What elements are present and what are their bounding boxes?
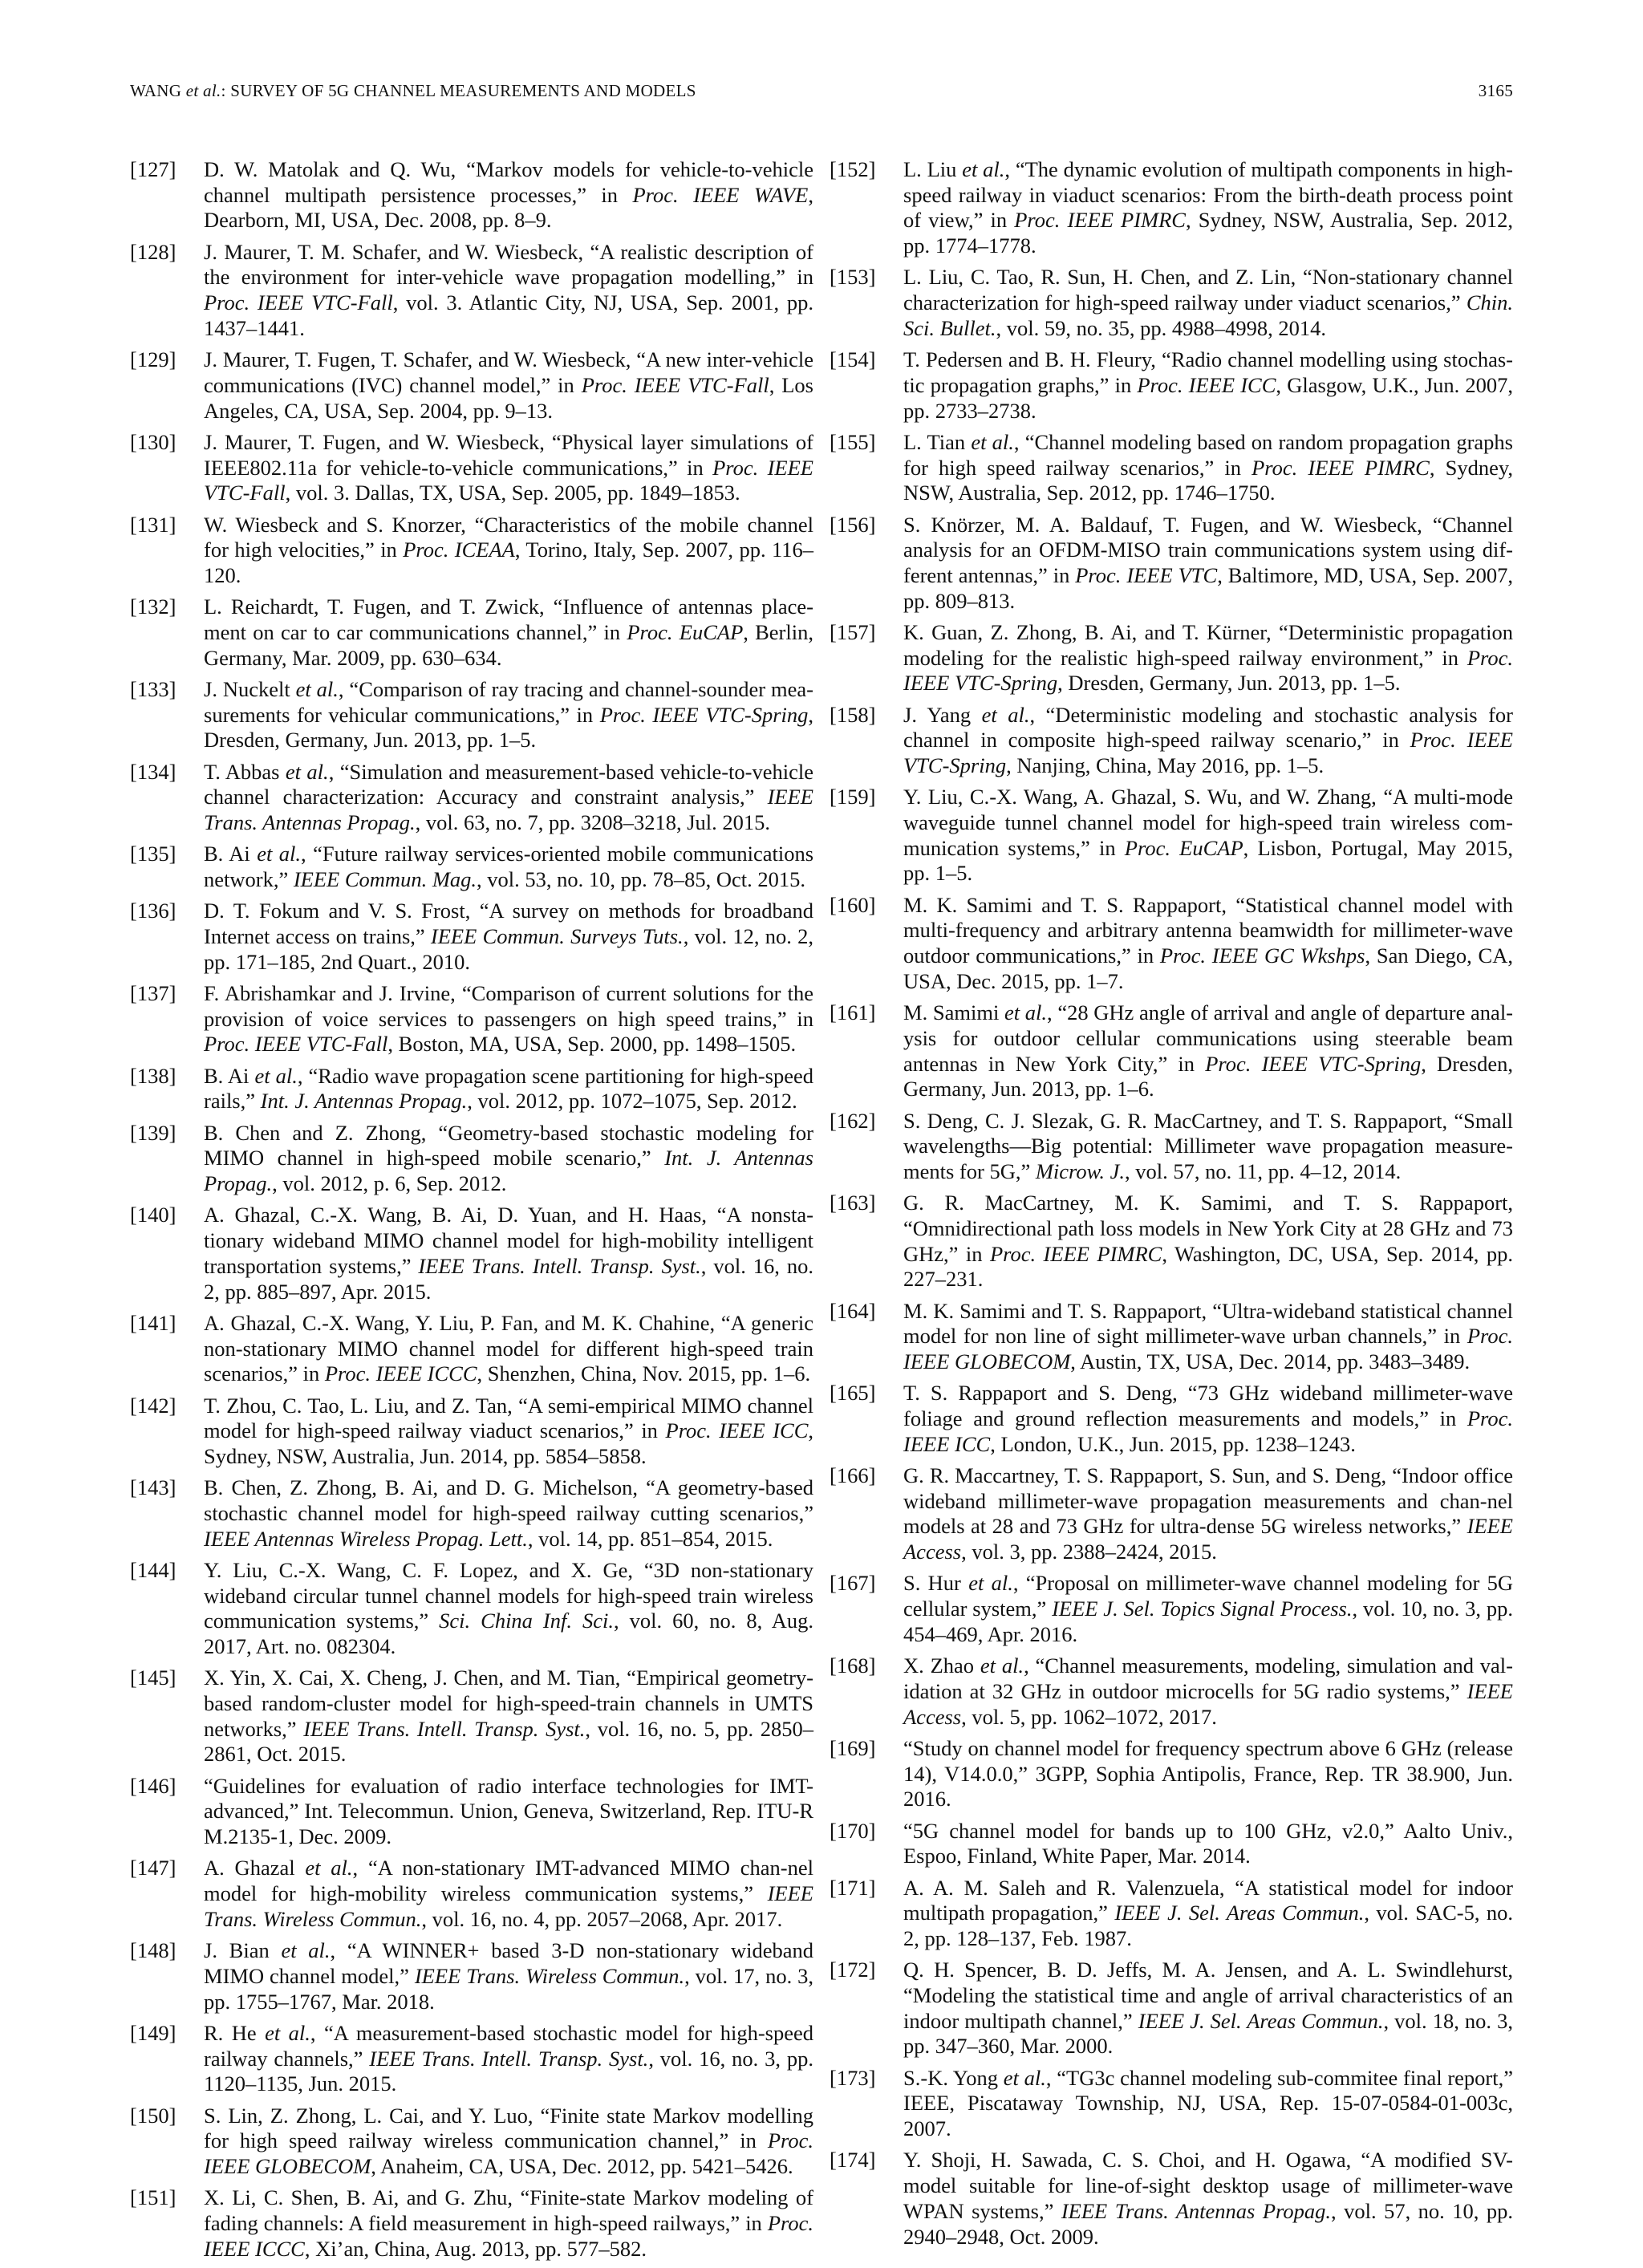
reference-text: B. Chen and Z. Zhong, “Geometry-based stochastic modeling for MIMO channel in high-speed mobile scenario,” Int. J. Antennas Propag., vol. 2012, p. 6, Sep. 2012. bbox=[204, 1120, 813, 1196]
reference-entry bbox=[830, 620, 1513, 696]
running-title: WANG et al.: SURVEY OF 5G CHANNEL MEASUREMENTS AND MODELS bbox=[130, 81, 696, 100]
reference-text: W. Wiesbeck and S. Knorzer, “Characteristics of the mobile channel for high velocities,” in Proc. ICEAA, Torino, Italy, Sep. 2007, pp. 116–120. bbox=[204, 512, 814, 587]
reference-number: [163] bbox=[830, 1191, 876, 1215]
reference-entry bbox=[130, 2021, 813, 2097]
reference-number: [151] bbox=[130, 2185, 176, 2210]
reference-text: L. Liu, C. Tao, R. Sun, H. Chen, and Z. Lin, “Non-stationary channel characterization for high-speed railway under viaduct scenarios,” Chin. Sci. Bullet., vol. 59, no. 35, pp. 4988–4998, 2014. bbox=[903, 265, 1513, 340]
reference-entry bbox=[830, 1819, 1513, 1869]
reference-number: [140] bbox=[130, 1203, 176, 1227]
reference-text: A. Ghazal, C.-X. Wang, B. Ai, D. Yuan, and H. Haas, “A nonsta-tionary wideband MIMO channel model for high-mobility intelligent transportation systems,” IEEE Trans. Intell. Transp. Syst., vol. 16, no. 2, pp. 885–897, Apr. 2015. bbox=[204, 1203, 813, 1304]
reference-number: [170] bbox=[830, 1818, 876, 1843]
reference-number: [134] bbox=[130, 759, 176, 784]
reference-entry bbox=[830, 785, 1513, 887]
reference-text: Y. Shoji, H. Sawada, C. S. Choi, and H. Ogawa, “A modified SV-model suitable for line-of-sight desktop usage of millimeter-wave WPAN systems,” IEEE Trans. Antennas Propag., vol. 57, no. 10, pp. 2940–2948, Oct. 2009. bbox=[903, 2148, 1513, 2249]
reference-text: M. K. Samimi and T. S. Rappaport, “Ultra-wideband statistical channel model for non line of sight millimeter-wave urban channels,” in Proc. IEEE GLOBECOM, Austin, TX, USA, Dec. 2014, pp. 3483–3489. bbox=[903, 1298, 1513, 1374]
reference-entry bbox=[830, 1191, 1513, 1292]
reference-entry bbox=[830, 1958, 1513, 2059]
reference-number: [169] bbox=[830, 1735, 876, 1760]
reference-text: R. He et al., “A measurement-based stochastic model for high-speed railway channels,” IEEE Trans. Intell. Transp. Syst., vol. 16, no. 3, pp. 1120–1135, Jun. 2015. bbox=[204, 2020, 813, 2096]
running-header bbox=[130, 77, 1513, 104]
reference-number: [143] bbox=[130, 1475, 176, 1500]
reference-text: J. Maurer, T. Fugen, T. Schafer, and W. Wiesbeck, “A new inter-vehicle communications (IVC) channel model,” in Proc. IEEE VTC-Fall, Los Angeles, CA, USA, Sep. 2004, pp. 9–13. bbox=[204, 347, 813, 423]
reference-text: J. Bian et al., “A WINNER+ based 3-D non-stationary wideband MIMO channel model,” IEEE Trans. Wireless Commun., vol. 17, no. 3, pp. 1755–1767, Mar. 2018. bbox=[204, 1938, 813, 2014]
reference-entry bbox=[830, 1736, 1513, 1812]
reference-number: [158] bbox=[830, 702, 876, 727]
reference-entry bbox=[830, 1299, 1513, 1375]
reference-number: [127] bbox=[130, 157, 176, 181]
references-left-column bbox=[130, 157, 813, 2268]
reference-number: [139] bbox=[130, 1120, 176, 1145]
reference-number: [161] bbox=[830, 1000, 876, 1025]
reference-text: T. Abbas et al., “Simulation and measurement-based vehicle-to-vehicle channel characterization: Accuracy and constraint analysis,” IEEE Trans. Antennas Propag., vol. 63, no. 7, pp. 3208–3218, Jul. 2015. bbox=[204, 759, 813, 835]
reference-text: A. Ghazal, C.-X. Wang, Y. Liu, P. Fan, and M. K. Chahine, “A generic non-stationary MIMO channel model for different high-speed train scenarios,” in Proc. IEEE ICCC, Shenzhen, China, Nov. 2015, pp. 1–6. bbox=[204, 1310, 813, 1386]
reference-entry bbox=[830, 347, 1513, 424]
reference-number: [166] bbox=[830, 1463, 876, 1488]
reference-entry bbox=[830, 893, 1513, 995]
reference-number: [146] bbox=[130, 1773, 176, 1798]
reference-text: G. R. MacCartney, M. K. Samimi, and T. S. Rappaport, “Omnidirectional path loss models in New York City at 28 GHz and 73 GHz,” in Proc. IEEE PIMRC, Washington, DC, USA, Sep. 2014, pp. 227–231. bbox=[903, 1191, 1513, 1292]
reference-entry bbox=[130, 2185, 813, 2262]
reference-number: [165] bbox=[830, 1381, 876, 1406]
reference-entry bbox=[130, 981, 813, 1057]
reference-text: S.-K. Yong et al., “TG3c channel modeling sub-commitee final report,” IEEE, Piscataway Township, NJ, USA, Rep. 15-07-0584-01-003c, 2007. bbox=[903, 2065, 1513, 2141]
reference-entry bbox=[830, 1571, 1513, 1647]
reference-number: [141] bbox=[130, 1310, 176, 1335]
reference-text: B. Chen, Z. Zhong, B. Ai, and D. G. Michelson, “A geometry-based stochastic channel model for high-speed railway cutting scenarios,” IEEE Antennas Wireless Propag. Lett., vol. 14, pp. 851–854, 2015. bbox=[204, 1475, 813, 1551]
reference-text: J. Maurer, T. M. Schafer, and W. Wiesbeck, “A realistic description of the environment for inter-vehicle wave propagation modelling,” in Proc. IEEE VTC-Fall, vol. 3. Atlantic City, NJ, USA, Sep. 2001, pp. 1437–1441. bbox=[204, 239, 813, 340]
reference-text: B. Ai et al., “Future railway services-oriented mobile communications network,” IEEE Commun. Mag., vol. 53, no. 10, pp. 78–85, Oct. 2015. bbox=[204, 842, 814, 892]
reference-entry bbox=[130, 1938, 813, 2014]
reference-number: [142] bbox=[130, 1393, 176, 1418]
reference-number: [133] bbox=[130, 676, 176, 701]
reference-entry bbox=[830, 703, 1513, 779]
reference-entry bbox=[130, 760, 813, 836]
reference-text: S. Deng, C. J. Slezak, G. R. MacCartney, and T. S. Rappaport, “Small wavelengths—Big potential: Millimeter wave propagation measure-ments for 5G,” Microw. J., vol. 57, no. 11, pp. 4–12, 2014. bbox=[903, 1108, 1513, 1183]
reference-number: [128] bbox=[130, 239, 176, 264]
reference-text: G. R. Maccartney, T. S. Rappaport, S. Sun, and S. Deng, “Indoor office wideband millimeter-wave propagation measurements and chan-nel models at 28 and 73 GHz for ultra-dense 5G wireless networks,” IEEE Access, vol. 3, pp. 2388–2424, 2015. bbox=[903, 1463, 1513, 1564]
reference-number: [162] bbox=[830, 1108, 876, 1133]
reference-number: [130] bbox=[130, 429, 176, 454]
reference-entry bbox=[130, 430, 813, 506]
reference-text: Q. H. Spencer, B. D. Jeffs, M. A. Jensen, and A. L. Swindlehurst, “Modeling the statistical time and angle of arrival characteristics of an indoor multipath channel,” IEEE J. Sel. Areas Commun., vol. 18, no. 3, pp. 347–360, Mar. 2000. bbox=[903, 1958, 1513, 2059]
reference-number: [135] bbox=[130, 842, 176, 866]
reference-entry bbox=[130, 1064, 813, 1114]
reference-text: X. Zhao et al., “Channel measurements, modeling, simulation and val-idation at 32 GHz in outdoor microcells for 5G radio systems,” IEEE Access, vol. 5, pp. 1062–1072, 2017. bbox=[903, 1653, 1513, 1729]
reference-entry bbox=[830, 157, 1513, 259]
reference-entry bbox=[130, 240, 813, 342]
reference-entry bbox=[830, 1653, 1513, 1730]
reference-number: [160] bbox=[830, 892, 876, 917]
reference-entry bbox=[130, 1121, 813, 1197]
reference-text: M. K. Samimi and T. S. Rappaport, “Statistical channel model with multi-frequency and arbitrary antenna beamwidth for millimeter-wave outdoor communications,” in Proc. IEEE GC Wkshps, San Diego, CA, USA, Dec. 2015, pp. 1–7. bbox=[903, 892, 1513, 993]
reference-number: [164] bbox=[830, 1298, 876, 1323]
reference-entry bbox=[130, 842, 813, 892]
page-number: 3165 bbox=[1478, 81, 1513, 100]
reference-entry bbox=[830, 1000, 1513, 1102]
reference-text: T. S. Rappaport and S. Deng, “73 GHz wideband millimeter-wave foliage and ground reflection measurements and models,” in Proc. IEEE ICC, London, U.K., Jun. 2015, pp. 1238–1243. bbox=[903, 1381, 1513, 1456]
reference-entry bbox=[130, 1475, 813, 1552]
reference-text: Y. Liu, C.-X. Wang, A. Ghazal, S. Wu, and W. Zhang, “A multi-mode waveguide tunnel channel model for high-speed train wireless com-munication systems,” in Proc. EuCAP, Lisbon, Portugal, May 2015, pp. 1–5. bbox=[903, 785, 1513, 886]
reference-entry bbox=[830, 1109, 1513, 1185]
reference-number: [155] bbox=[830, 429, 876, 454]
reference-text: B. Ai et al., “Radio wave propagation scene partitioning for high-speed rails,” Int. J. Antennas Propag., vol. 2012, pp. 1072–1075, Sep. 2012. bbox=[204, 1063, 813, 1114]
reference-entry bbox=[130, 1558, 813, 1660]
reference-text: D. T. Fokum and V. S. Frost, “A survey on methods for broadband Internet access on trains,” IEEE Commun. Surveys Tuts., vol. 12, no. 2, pp. 171–185, 2nd Quart., 2010. bbox=[204, 899, 813, 974]
reference-entry bbox=[830, 2148, 1513, 2250]
reference-number: [131] bbox=[130, 512, 176, 537]
reference-number: [152] bbox=[830, 157, 876, 181]
reference-text: D. W. Matolak and Q. Wu, “Markov models for vehicle-to-vehicle channel multipath persistence processes,” in Proc. IEEE WAVE, Dearborn, MI, USA, Dec. 2008, pp. 8–9. bbox=[204, 157, 813, 233]
reference-number: [173] bbox=[830, 2065, 876, 2090]
reference-entry bbox=[830, 430, 1513, 506]
reference-number: [147] bbox=[130, 1856, 176, 1881]
reference-number: [171] bbox=[830, 1875, 876, 1900]
reference-text: J. Nuckelt et al., “Comparison of ray tracing and channel-sounder mea-surements for vehicular communications,” in Proc. IEEE VTC-Spring, Dresden, Germany, Jun. 2013, pp. 1–5. bbox=[204, 676, 813, 753]
reference-number: [145] bbox=[130, 1665, 176, 1690]
reference-text: “Guidelines for evaluation of radio interface technologies for IMT-advanced,” Int. Telecommun. Union, Geneva, Switzerland, Rep. ITU-R M.2135-1, Dec. 2009. bbox=[204, 1773, 813, 1849]
reference-number: [168] bbox=[830, 1653, 876, 1678]
reference-entry bbox=[130, 347, 813, 424]
reference-text: F. Abrishamkar and J. Irvine, “Comparison of current solutions for the provision of voice services to passengers on high speed trains,” in Proc. IEEE VTC-Fall, Boston, MA, USA, Sep. 2000, pp. 1498–1505. bbox=[204, 981, 813, 1057]
reference-entry bbox=[830, 1463, 1513, 1565]
reference-entry bbox=[130, 157, 813, 233]
reference-number: [144] bbox=[130, 1557, 176, 1582]
reference-text: T. Zhou, C. Tao, L. Liu, and Z. Tan, “A semi-empirical MIMO channel model for high-speed railway viaduct scenarios,” in Proc. IEEE ICC, Sydney, NSW, Australia, Jun. 2014, pp. 5854–5858. bbox=[204, 1393, 814, 1468]
reference-text: S. Lin, Z. Zhong, L. Cai, and Y. Luo, “Finite state Markov modelling for high speed railway wireless communication channel,” in Proc. IEEE GLOBECOM, Anaheim, CA, USA, Dec. 2012, pp. 5421–5426. bbox=[204, 2103, 813, 2178]
reference-number: [132] bbox=[130, 594, 176, 619]
reference-number: [156] bbox=[830, 512, 876, 537]
reference-number: [153] bbox=[830, 265, 876, 290]
reference-number: [150] bbox=[130, 2103, 176, 2128]
reference-entry bbox=[830, 1381, 1513, 1457]
reference-text: J. Yang et al., “Deterministic modeling and stochastic analysis for channel in composite high-speed railway scenario,” in Proc. IEEE VTC-Spring, Nanjing, China, May 2016, pp. 1–5. bbox=[903, 702, 1513, 778]
reference-text: A. Ghazal et al., “A non-stationary IMT-advanced MIMO chan-nel model for high-mobility wireless communication systems,” IEEE Trans. Wireless Commun., vol. 16, no. 4, pp. 2057–2068, Apr. 2017. bbox=[204, 1856, 813, 1931]
reference-number: [154] bbox=[830, 347, 876, 372]
reference-number: [172] bbox=[830, 1958, 876, 1982]
reference-text: A. A. M. Saleh and R. Valenzuela, “A statistical model for indoor multipath propagation,” IEEE J. Sel. Areas Commun., vol. SAC-5, no. 2, pp. 128–137, Feb. 1987. bbox=[903, 1875, 1513, 1950]
reference-entry bbox=[830, 265, 1513, 341]
reference-text: L. Reichardt, T. Fugen, and T. Zwick, “Influence of antennas place-ment on car to car communications channel,” in Proc. EuCAP, Berlin, Germany, Mar. 2009, pp. 630–634. bbox=[204, 594, 813, 670]
reference-entry bbox=[130, 1311, 813, 1387]
reference-number: [159] bbox=[830, 785, 876, 809]
reference-text: J. Maurer, T. Fugen, and W. Wiesbeck, “Physical layer simulations of IEEE802.11a for vehicle-to-vehicle communications,” in Proc. IEEE VTC-Fall, vol. 3. Dallas, TX, USA, Sep. 2005, pp. 1849–1853. bbox=[204, 429, 813, 505]
reference-entry bbox=[130, 1665, 813, 1767]
reference-entry bbox=[130, 1203, 813, 1304]
reference-entry bbox=[130, 594, 813, 671]
reference-number: [149] bbox=[130, 2020, 176, 2045]
reference-text: Y. Liu, C.-X. Wang, C. F. Lopez, and X. Ge, “3D non-stationary wideband circular tunnel channel models for high-speed train wireless communication systems,” Sci. China Inf. Sci., vol. 60, no. 8, Aug. 2017, Art. no. 082304. bbox=[204, 1557, 813, 1659]
reference-entry bbox=[130, 1856, 813, 1932]
reference-entry bbox=[130, 513, 813, 589]
reference-text: M. Samimi et al., “28 GHz angle of arrival and angle of departure anal-ysis for outdoor cellular communications using steerable beam antennas in New York City,” in Proc. IEEE VTC-Spring, Dresden, Germany, Jun. 2013, pp. 1–6. bbox=[903, 1000, 1514, 1102]
reference-entry bbox=[830, 513, 1513, 615]
reference-number: [167] bbox=[830, 1571, 876, 1596]
reference-entry bbox=[830, 2066, 1513, 2142]
reference-number: [136] bbox=[130, 899, 176, 923]
reference-text: L. Tian et al., “Channel modeling based on random propagation graphs for high speed railway scenarios,” in Proc. IEEE PIMRC, Sydney, NSW, Australia, Sep. 2012, pp. 1746–1750. bbox=[903, 429, 1513, 505]
reference-text: S. Hur et al., “Proposal on millimeter-wave channel modeling for 5G cellular system,” IEEE J. Sel. Topics Signal Process., vol. 10, no. 3, pp. 454–469, Apr. 2016. bbox=[903, 1571, 1513, 1646]
reference-text: “5G channel model for bands up to 100 GHz, v2.0,” Aalto Univ., Espoo, Finland, White Paper, Mar. 2014. bbox=[903, 1818, 1513, 1868]
reference-text: X. Yin, X. Cai, X. Cheng, J. Chen, and M. Tian, “Empirical geometry-based random-cluster model for high-speed-train channels in UMTS networks,” IEEE Trans. Intell. Transp. Syst., vol. 16, no. 5, pp. 2850–2861, Oct. 2015. bbox=[204, 1665, 813, 1767]
reference-text: L. Liu et al., “The dynamic evolution of multipath components in high-speed railway in viaduct scenarios: From the birth-death process point of view,” in Proc. IEEE PIMRC, Sydney, NSW, Australia, Sep. 2012, pp. 1774–1778. bbox=[903, 157, 1513, 258]
reference-entry bbox=[130, 1394, 813, 1470]
reference-number: [129] bbox=[130, 347, 176, 372]
references-right-column bbox=[830, 157, 1513, 2256]
reference-number: [137] bbox=[130, 981, 176, 1006]
reference-entry bbox=[830, 1876, 1513, 1952]
reference-number: [148] bbox=[130, 1938, 176, 1963]
reference-entry bbox=[130, 1774, 813, 1850]
reference-entry bbox=[130, 899, 813, 975]
reference-text: X. Li, C. Shen, B. Ai, and G. Zhu, “Finite-state Markov modeling of fading channels: A field measurement in high-speed railways,” in Proc. IEEE ICCC, Xi’an, China, Aug. 2013, pp. 577–582. bbox=[204, 2185, 813, 2261]
reference-text: T. Pedersen and B. H. Fleury, “Radio channel modelling using stochas-tic propagation graphs,” in Proc. IEEE ICC, Glasgow, U.K., Jun. 2007, pp. 2733–2738. bbox=[903, 347, 1513, 423]
reference-text: K. Guan, Z. Zhong, B. Ai, and T. Kürner, “Deterministic propagation modeling for the realistic high-speed railway environment,” in Proc. IEEE VTC-Spring, Dresden, Germany, Jun. 2013, pp. 1–5. bbox=[903, 619, 1513, 696]
reference-number: [157] bbox=[830, 619, 876, 644]
reference-number: [174] bbox=[830, 2148, 876, 2173]
reference-text: “Study on channel model for frequency spectrum above 6 GHz (release 14), V14.0.0,” 3GPP, Sophia Antipolis, France, Rep. TR 38.900, Jun. 2016. bbox=[903, 1735, 1513, 1812]
reference-entry bbox=[130, 2104, 813, 2180]
reference-text: S. Knörzer, M. A. Baldauf, T. Fugen, and W. Wiesbeck, “Channel analysis for an OFDM-MISO train communications system using dif-ferent antennas,” in Proc. IEEE VTC, Baltimore, MD, USA, Sep. 2007, pp. 809–813. bbox=[903, 512, 1514, 613]
reference-number: [138] bbox=[130, 1063, 176, 1088]
reference-entry bbox=[130, 677, 813, 753]
